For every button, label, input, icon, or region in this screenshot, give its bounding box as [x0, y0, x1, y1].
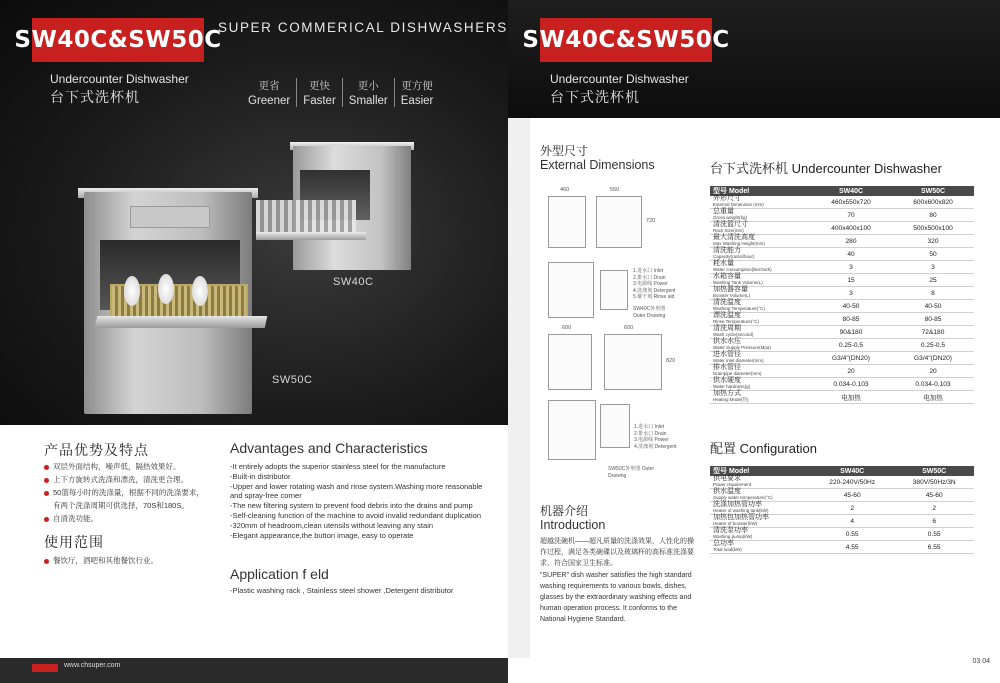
table-row [710, 391, 974, 404]
row-label-en: Water Supply Pressure(Mpa) [713, 345, 771, 350]
cell-sw40c: 4.55 [810, 541, 894, 554]
dim-height-sw40c: 720 [646, 218, 656, 224]
sw40c-machine-door [256, 232, 366, 240]
table-row [710, 326, 974, 339]
sw50c-top-drawing [548, 400, 596, 460]
plate-icon [124, 276, 140, 306]
feature-smaller: 更小 Smaller [342, 78, 394, 107]
config-title: 配置 Configuration [710, 441, 817, 456]
row-label [710, 222, 810, 235]
app-en-list [230, 586, 453, 596]
row-label-cn: 清洗能力 [713, 247, 741, 254]
table-row [710, 300, 974, 313]
row-label-en: Gross weight(kg) [713, 215, 748, 220]
dim-height-sw50c: 820 [666, 358, 676, 364]
cell-sw50c: 6.55 [894, 541, 974, 554]
table-row [710, 515, 974, 528]
subtitle-cn: 台下式洗杯机 [50, 89, 140, 105]
row-label-en: Booster Volume(L) [713, 293, 751, 298]
row-label-cn: 供水水压 [713, 338, 741, 345]
cell-sw50c: 20 [892, 365, 974, 378]
app-en-title: Application f eld [230, 566, 329, 582]
table-row [710, 489, 974, 502]
row-label-cn: 漂洗温度 [713, 312, 741, 319]
dim-depth-sw50c: 600 [624, 325, 634, 331]
cell-sw50c: 0.25-0.5 [892, 339, 974, 352]
row-label [710, 378, 810, 391]
spec-table [710, 186, 974, 404]
row-label-en: Power requirement [713, 482, 752, 487]
list-item: -Upper and lower rotating wash and rinse system.Washing more reasonable [230, 481, 483, 491]
row-label-en: Heater of washing tank(kW) [713, 508, 769, 513]
intro-en-text: "SUPER" dish washer satisfies the high standard washing requirements to various bowls, dishes, glasses by the extraordinary washing effects and human operation process. It conforms to the National Hygiene Standard. [540, 572, 692, 623]
sw50c-plate-rack [110, 284, 248, 318]
cell-sw50c: 8 [892, 287, 974, 300]
cell-sw50c: 80 [892, 209, 974, 222]
bullet-icon [44, 491, 49, 496]
side-band [508, 118, 530, 658]
cell-sw40c: 2 [810, 502, 894, 515]
cell-sw40c: 40-50 [810, 300, 892, 313]
row-label [710, 235, 810, 248]
list-item: -Self-cleaning function of the machine to avoid invalid redundant duplication [230, 510, 481, 520]
row-label-cn: 水箱容量 [713, 273, 741, 280]
list-item: 双层外面结构，噪声低，隔热效果好。 [44, 460, 204, 473]
table-row [710, 528, 974, 541]
row-label-en: Capacity(racks/hour) [713, 254, 755, 259]
model-tag: SW40C&SW50C [540, 18, 712, 62]
sw50c-front-drawing [548, 334, 592, 390]
cell-sw40c: 460x550x720 [810, 196, 892, 209]
cell-sw40c: G3/4"(DN20) [810, 352, 892, 365]
page-number: 03 04 [972, 658, 990, 665]
row-label-en: Rack Size(mm) [713, 228, 744, 233]
cell-sw40c: 20 [810, 365, 892, 378]
list-item: -Built-in distributor [230, 471, 291, 481]
cell-sw50c: 380V/50Hz/3N [894, 476, 974, 489]
cell-sw50c: 0.55 [894, 528, 974, 541]
row-label [710, 352, 810, 365]
row-label-en: Water consumption(liter/rack) [713, 267, 772, 272]
row-label [710, 326, 810, 339]
row-label-en: Total load(kW) [713, 547, 742, 552]
table-row [710, 541, 974, 554]
cell-sw40c: 电加热 [810, 391, 892, 404]
row-label-cn: 供水温度 [713, 488, 741, 495]
list-item: -Plastic washing rack , Stainless steel shower ,Detergent distributor [230, 586, 454, 595]
sw40c-back-drawing [600, 270, 628, 310]
table-row [710, 274, 974, 287]
row-label [710, 502, 810, 515]
sw40c-label: SW40C [333, 276, 374, 288]
row-label-en: Water hardness(g) [713, 384, 751, 389]
cell-sw50c: 2 [894, 502, 974, 515]
right-page [508, 0, 1000, 683]
cell-sw50c: 80-85 [892, 313, 974, 326]
dim-width-sw50c: 600 [562, 325, 572, 331]
list-item: -Elegant appearance,the button image, easy to operate [230, 530, 414, 540]
row-label-cn: 供电要求 [713, 475, 741, 482]
table-row [710, 378, 974, 391]
sw50c-drawing-caption: SW50C外形图 Outer Drawing [608, 466, 655, 479]
list-item: 上下方旋转式洗涤和漂洗，清洗更合理。 [44, 473, 204, 486]
row-label [710, 261, 810, 274]
row-label-en: Heater of booster(kW) [713, 521, 758, 526]
row-label [710, 196, 810, 209]
row-label [710, 274, 810, 287]
cell-sw40c: 0.25-0.5 [810, 339, 892, 352]
row-label-cn: 供水硬度 [713, 377, 741, 384]
footer-accent [32, 664, 58, 672]
table-row [710, 352, 974, 365]
adv-cn-title: 产品优势及特点 [44, 442, 149, 458]
row-label-cn: 最大清洗高度 [713, 234, 755, 241]
cell-sw40c: 0.55 [810, 528, 894, 541]
row-label [710, 391, 810, 404]
column-header: SW50C [894, 466, 974, 476]
dim-width-sw40c: 460 [560, 187, 570, 193]
cell-sw40c: 3 [810, 287, 892, 300]
row-label-cn: 加热包加热管功率 [713, 514, 769, 521]
table-row [710, 261, 974, 274]
drawing-notes-sw50c: 1.进水口 Inlet 2.排水口 Drain 3.电源线 Power 4.洗涤剂 Detergent [634, 424, 677, 450]
feature-list [242, 78, 439, 107]
drawing-notes-sw40c: 1.进水口 Inlet 2.排水口 Drain 3.电源线 Power 4.洗涤剂 Detergent 5.催干剂 Rinse aid [633, 268, 676, 300]
footer-url[interactable]: www.chsuper.com [64, 662, 121, 669]
dims-title-cn: 外型尺寸 [540, 144, 589, 158]
sw50c-side-drawing [604, 334, 662, 390]
cell-sw50c: 40-50 [892, 300, 974, 313]
table-header-row [710, 466, 974, 476]
cell-sw40c: 45-60 [810, 489, 894, 502]
cell-sw40c: 70 [810, 209, 892, 222]
row-label [710, 515, 810, 528]
cell-sw40c: 400x400x100 [810, 222, 892, 235]
sw50c-machine-door [95, 316, 268, 328]
intro-title-en: Introduction [540, 518, 606, 532]
adv-en-title: Advantages and Characteristics [230, 440, 428, 456]
subtitle-en: Undercounter Dishwasher [550, 72, 689, 86]
cell-sw50c: 600x600x820 [892, 196, 974, 209]
row-label-cn: 进水管径 [713, 351, 741, 358]
list-item: -It entirely adopts the superior stainless steel for the manufacture [230, 462, 446, 471]
row-label-cn: 排水管径 [713, 364, 741, 371]
row-label-cn: 清洗温度 [713, 299, 741, 306]
cell-sw50c: 45-60 [894, 489, 974, 502]
series-title: SUPER COMMERICAL DISHWASHERS [218, 20, 508, 35]
bullet-icon [44, 478, 49, 483]
cell-sw40c: 15 [810, 274, 892, 287]
row-label [710, 489, 810, 502]
cell-sw50c: 3 [892, 261, 974, 274]
cell-sw50c: 6 [894, 515, 974, 528]
sw40c-top-drawing [548, 262, 594, 318]
row-label-en: Wash cycle(second) [713, 332, 754, 337]
row-label-en: Drainpipe diameter(mm) [713, 371, 762, 376]
cell-sw40c: 220-240V/50Hz [810, 476, 894, 489]
row-label [710, 528, 810, 541]
cell-sw50c: 50 [892, 248, 974, 261]
cell-sw50c: 0.034-0.103 [892, 378, 974, 391]
row-label-cn: 清洗周期 [713, 325, 741, 332]
row-label-en: External Dimension (mm) [713, 202, 764, 207]
cell-sw40c: 80-85 [810, 313, 892, 326]
list-item: 自清洗功能。 [44, 512, 204, 525]
use-cn-list [44, 554, 158, 567]
sw40c-side-drawing [596, 196, 642, 248]
subtitle-en: Undercounter Dishwasher [50, 72, 189, 86]
use-cn-title: 使用范围 [44, 534, 104, 550]
sw50c-back-drawing [600, 404, 630, 448]
cell-sw50c: G3/4"(DN20) [892, 352, 974, 365]
subtitle-cn: 台下式洗杯机 [550, 89, 640, 105]
row-label-cn: 洗涤加热管功率 [713, 501, 762, 508]
cell-sw40c: 280 [810, 235, 892, 248]
bullet-icon [44, 559, 49, 564]
row-label [710, 339, 810, 352]
adv-en-list [230, 462, 482, 540]
row-label-en: Water inlet diameter(mm) [713, 358, 764, 363]
cell-sw40c: 4 [810, 515, 894, 528]
sw40c-front-drawing [548, 196, 586, 248]
row-label-cn: 加热器容量 [713, 286, 748, 293]
feature-faster: 更快 Faster [296, 78, 342, 107]
column-header: 型号 Model [710, 466, 810, 476]
row-label [710, 209, 810, 222]
row-label-cn: 清洗篮尺寸 [713, 221, 748, 228]
intro-title-cn: 机器介绍 [540, 504, 589, 518]
table-header-row [710, 186, 974, 196]
intro-cn-text: 超越洗碗机——超凡质量的洗涤效果，人性化的操作过程，满足各类碗碟以及玻璃杯的高标准洗涤要求，符合国家卫生标准。 [540, 538, 694, 567]
row-label-cn: 外形尺寸 [713, 195, 741, 202]
row-label-cn: 总重量 [713, 208, 734, 215]
list-item: 50篮每小时的洗涤量，根据不同的洗涤要求， [44, 486, 204, 499]
row-label-cn: 耗水量 [713, 260, 734, 267]
table-row [710, 222, 974, 235]
row-label [710, 365, 810, 378]
sw50c-control-panel [130, 206, 210, 228]
list-item: 餐饮厅，酒吧和其他餐饮行业。 [44, 554, 158, 567]
row-label-en: Heating Mode(热) [713, 397, 749, 402]
adv-cn-list [44, 460, 204, 525]
row-label-en: Supply water temperature(°C) [713, 495, 773, 500]
sw40c-glass-rack [256, 200, 356, 234]
feature-easier: 更方便 Easier [394, 78, 440, 107]
feature-greener: 更省 Greener [248, 80, 291, 107]
cell-sw40c: 0.034-0.103 [810, 378, 892, 391]
cell-sw50c: 320 [892, 235, 974, 248]
plate-icon [192, 276, 208, 306]
row-label [710, 248, 810, 261]
cell-sw40c: 40 [810, 248, 892, 261]
table-row [710, 313, 974, 326]
cell-sw50c: 25 [892, 274, 974, 287]
table-row [710, 365, 974, 378]
column-header: SW40C [810, 186, 892, 196]
row-label-cn: 加热方式 [713, 390, 741, 397]
sw50c-label: SW50C [272, 374, 313, 386]
row-label [710, 300, 810, 313]
list-item: -The new filtering system to prevent food debris into the drains and pump [230, 501, 473, 511]
cell-sw50c: 电加热 [892, 391, 974, 404]
cell-sw40c: 90&180 [810, 326, 892, 339]
model-tag: SW40C&SW50C [32, 18, 204, 62]
column-header: SW40C [810, 466, 894, 476]
row-label-en: Washing Tank Volume(L) [713, 280, 763, 285]
column-header: SW50C [892, 186, 974, 196]
row-label-en: Rinse Temperature(°C) [713, 319, 759, 324]
table-row [710, 476, 974, 489]
cell-sw40c: 3 [810, 261, 892, 274]
column-header: 型号 Model [710, 186, 810, 196]
table-row [710, 339, 974, 352]
row-label-en: Washing Temperature(°C) [713, 306, 765, 311]
table-row [710, 502, 974, 515]
table-row [710, 248, 974, 261]
row-label-cn: 清洗泵功率 [713, 527, 748, 534]
list-item: and spray-free corner [230, 491, 302, 501]
right-header [508, 0, 1000, 118]
hero-image [0, 0, 508, 425]
bullet-icon [44, 517, 49, 522]
table-row [710, 287, 974, 300]
dims-title-en: External Dimensions [540, 158, 655, 172]
row-label [710, 541, 810, 554]
list-item: -320mm of headroom,clean utensils without leaving any stain [230, 520, 434, 530]
list-item: 有两个洗涤周期可供选择，70S和180S。 [53, 501, 189, 510]
row-label [710, 313, 810, 326]
cell-sw50c: 72&180 [892, 326, 974, 339]
plate-icon [158, 274, 174, 304]
row-label-en: Washing pump(kW) [713, 534, 753, 539]
table-row [710, 235, 974, 248]
row-label-en: Max Washing Height(mm) [713, 241, 765, 246]
bullet-icon [44, 465, 49, 470]
spec-table-title: 台下式洗杯机 Undercounter Dishwasher [710, 161, 942, 176]
row-label [710, 476, 810, 489]
table-row [710, 196, 974, 209]
cell-sw50c: 500x500x100 [892, 222, 974, 235]
dim-depth-sw40c: 550 [610, 187, 620, 193]
config-table [710, 466, 974, 554]
row-label [710, 287, 810, 300]
row-label-cn: 总功率 [713, 540, 734, 547]
sw40c-drawing-caption: SW40C外形图 Outer Drawing [633, 306, 666, 319]
table-row [710, 209, 974, 222]
